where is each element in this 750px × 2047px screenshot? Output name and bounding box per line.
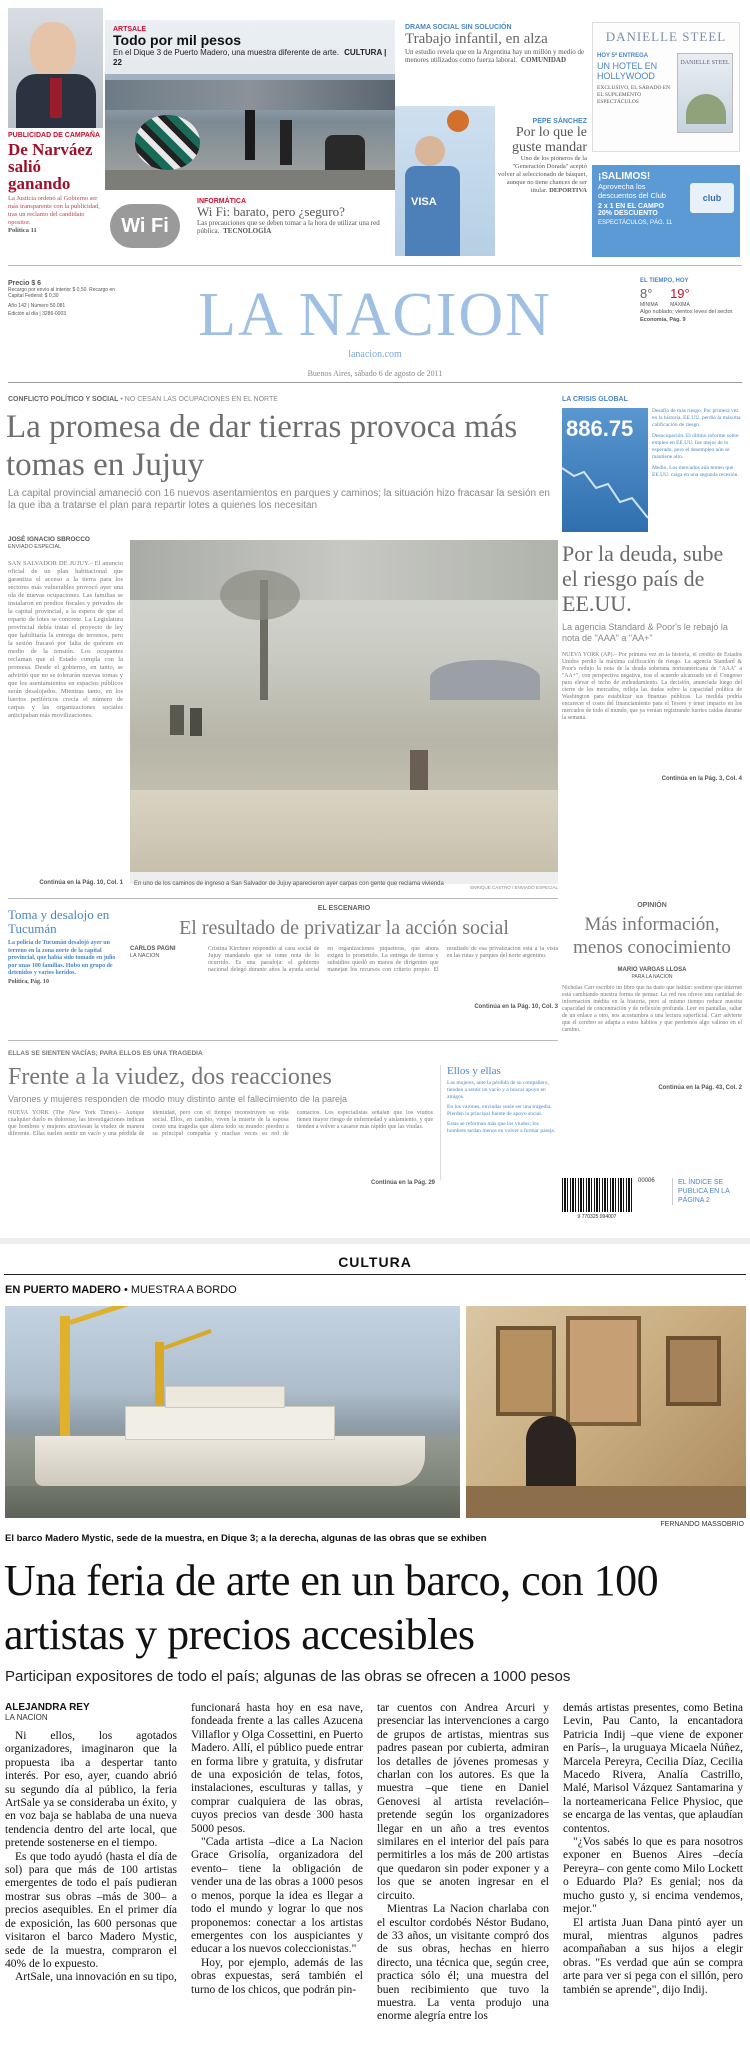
steel-line2: EXCLUSIVO, EL SÁBADO EN EL SUPLEMENTO ESPECTÁCULOS bbox=[597, 85, 671, 105]
meta2: Edición al día | 3286-0003 bbox=[8, 311, 67, 317]
cultura-headline[interactable]: Una feria de arte en un barco, con 100 artistas y precios accesibles bbox=[4, 1556, 659, 1659]
cultura-top-rule bbox=[4, 1274, 746, 1275]
pepe-title[interactable]: Por lo que le guste mandar bbox=[511, 125, 587, 155]
top-left-text: La Justicia ordenó al Gobierno ser más transparente con la publicidad, tras un reclamo del candidato opositor. bbox=[8, 195, 100, 226]
weather-box bbox=[640, 278, 740, 324]
club-line4: ESPECTÁCULOS, PÁG. 11 bbox=[598, 220, 673, 226]
viudez-kicker: ELLAS SE SIENTEN VACÍAS; PARA ELLOS ES UNA TRAGEDIA bbox=[8, 1050, 203, 1057]
lead-continue[interactable]: Continúa en la Pág. 10, Col. 1 bbox=[39, 880, 123, 886]
paragraph: ArtSale, una innovación en su tipo, bbox=[15, 1971, 177, 1984]
cultura-column-1 bbox=[5, 1730, 177, 2042]
crisis-column bbox=[562, 396, 742, 906]
cultura-byline: ALEJANDRA REY bbox=[5, 1702, 90, 1713]
crisis-continue[interactable]: Continúa en la Pág. 3, Col. 4 bbox=[661, 776, 742, 782]
lower-rule bbox=[8, 1040, 558, 1041]
barcode-number: 9 770325 094007 bbox=[577, 1214, 617, 1220]
cultura-kicker-2: • MUESTRA A BORDO bbox=[123, 1284, 237, 1296]
viudez-sidebar-item: Las mujeres, ante la pérdida de su compañero, tienden a sentir un vacío y a buscar apoyo en amigos. bbox=[447, 1080, 549, 1100]
escenario-continue[interactable]: Continúa en la Pág. 10, Col. 3 bbox=[474, 1004, 558, 1010]
club-ad[interactable] bbox=[592, 165, 740, 257]
crisis-bullets bbox=[652, 408, 742, 479]
barcode-graphic bbox=[562, 1178, 632, 1212]
meta1: Año 142 | Número 50.081 bbox=[8, 303, 66, 309]
pepe-promo[interactable] bbox=[395, 106, 590, 256]
lead-subhead: La capital provincial amaneció con 16 nuevos asentamientos en parques y caminos; la situación hizo fracasar la sesión en la que iba a tratarse el plan para repartir lotes a quienes los necesitan bbox=[8, 488, 550, 511]
masthead-url[interactable]: lanacion.com bbox=[348, 349, 402, 360]
cultura-caption: El barco Madero Mystic, sede de la muestra, en Dique 3; a la derecha, algunas de las obras que se exhiben bbox=[5, 1533, 487, 1544]
artsale-promo[interactable] bbox=[105, 20, 395, 190]
club-line3: 20% DESCUENTO bbox=[598, 210, 658, 217]
artsale-label: ARTSALE bbox=[113, 26, 147, 33]
tucuman-section: Política, Pág. 10 bbox=[8, 978, 49, 985]
tucuman-title[interactable]: Toma y desalojo en Tucumán bbox=[8, 907, 110, 936]
paragraph: El artista Juan Dana pintó ayer un mural, mientras algunos padres acompañaban a sus hijos a elegir obras. "Es verdad que aún se compra arte para ver si pega con el sillón, pero también se aprende", dijo Indij. bbox=[563, 1916, 743, 1996]
temp-min-label: MÍNIMA bbox=[640, 302, 659, 308]
lead-body: SAN SALVADOR DE JUJUY.– El anuncio oficial de un plan habitacional que garantiza el acceso a la tierra para los sectores más vulnerables provocó ayer una ola de nuevas ocupaciones. Las familias se instalaron en predios fiscales y privados de la capital provincial, a la espera de que el reparto de lotes se concrete. La Legislatura provincial debía tratar el proyecto de ley que habilitaría la entrega de terrenos, pero la sesión fracasó por falta de quórum en medio de la tensión. Los ocupantes reclaman que el Estado cumpla con la promesa. Desde el gobierno, en tanto, se advirtió que no se tolerarán nuevas tomas y que los asentamientos en espacios públicos serán desalojados. Mientras tanto, en los barrios periféricos crecía el número de carpas y las organizaciones sociales anticipaban más movilizaciones. bbox=[8, 560, 123, 719]
crisis-label: LA CRISIS GLOBAL bbox=[562, 396, 628, 403]
mid-rule bbox=[8, 898, 558, 899]
escenario-body: Cristina Kirchner respondió al caos social de Jujuy mandando que se tome nota de lo ocurrido. Es una paradoja: el gobierno nacional delegó durante años la ayuda social en organizaciones piqueteras, que ahora exigen lo prometido. La entrega de tierras y subsidios quedó en manos de dirigentes que manejan los recursos con criterio propio. El resultado de esa privatización está a la vista en las rutas y parques del norte argentino. bbox=[208, 946, 558, 973]
wifi-icon-text: Wi Fi bbox=[121, 215, 169, 237]
artworks-photo bbox=[466, 1306, 746, 1518]
paragraph: demás artistas presentes, como Betina Levin, Pau Canto, la encantadora Patricia Indij –que viene de exponer en París–, la uruguaya Micaela Núñez, Marcela Pereyra, Cecilia Díaz, Cecilia Macedo Rivera, Analía Castrillo, Malé, Marisol Vázquez Santamarina y la norteamericana Felice Physioc, que se encarga de las ventas, que aplaudían contentos. bbox=[563, 1702, 743, 1835]
ship-photo bbox=[5, 1306, 460, 1518]
paragraph: tar cuentos con Andrea Arcuri y presenciar las intervenciones a cargo de grupos de artistas, mientras sus padres pasean por cubierta, admiran los detalles de jóvenes promesas y charlan con los autores. Es que la muestra –que tiene en Daniel Genovesi al artista revelación– pretende según los organizadores llegar en un año a tres eventos similares en el interior del país para permitirles a los más de 200 artistas que quedaron sin poder exponer y a los que se anoten ingresar en el circuito. bbox=[377, 1702, 549, 1902]
index-note: EL ÍNDICE SE PUBLICA EN LA PÁGINA 2 bbox=[672, 1178, 740, 1205]
cultura-kicker bbox=[5, 1284, 237, 1296]
weather-text: Algo nublado; vientos leves del sector. bbox=[640, 309, 734, 315]
cultura-page bbox=[0, 1244, 750, 2047]
lead-caption-text: En uno de los caminos de ingreso a San Salvador de Jujuy aparecieron ayer carpas con gente que reclama vivienda bbox=[134, 881, 444, 887]
viudez-body: NUEVA YORK (The New York Times).– Aunque cualquier duelo es doloroso, las investigaciones indican que hombres y mujeres atraviesan la viudez de manera diferente. Ellas suelen sentir un vacío y una pérdida de identidad, pero con el tiempo reconstruyen su vida social. Ellos, en cambio, viven la muerte de la esposa como una tragedia que altera todo su mundo: pierden a su principal compañía y muchas veces su red de contactos. Los especialistas señalan que los viudos tienen mayor riesgo de enfermedad y aislamiento, y que tienden a volver a casarse más rápido que las viudas. bbox=[8, 1110, 433, 1137]
lead-kicker bbox=[8, 396, 558, 403]
paragraph: "¿Vos sabés lo que es para nosotros exponer en Buenos Aires –decía Pereyra– con gente como Milo Lockett o Eduardo Pla? Es genial; nos da mucho gusto y, si encima vendemos, mejor." bbox=[563, 1836, 743, 1916]
lead-byline-role: ENVIADO ESPECIAL bbox=[8, 544, 62, 550]
masthead-date: Buenos Aires, sábado 6 de agosto de 2011 bbox=[307, 369, 443, 378]
opinion-byline: MARIO VARGAS LLOSA bbox=[617, 967, 687, 973]
lead-photo-credit: ENRIQUE CASTRO / ENVIADO ESPECIAL bbox=[470, 885, 558, 890]
opinion-label: OPINIÓN bbox=[637, 902, 667, 909]
lead-byline: JOSÉ IGNACIO SBROCCO bbox=[8, 536, 90, 543]
club-card-text: club bbox=[702, 193, 722, 203]
trabajo-section: COMUNIDAD bbox=[520, 56, 567, 64]
crane-1 bbox=[60, 1316, 70, 1436]
crisis-bullet: Medio. Los mercados aún temen que EE.UU. caiga en una segunda recesión. bbox=[652, 465, 739, 478]
escenario-byline: CARLOS PAGNI bbox=[130, 946, 176, 952]
opinion-continue[interactable]: Continúa en la Pág. 43, Col. 2 bbox=[658, 1085, 742, 1091]
crisis-headline[interactable]: Por la deuda, sube el riesgo país de EE.UU. bbox=[562, 541, 724, 616]
steel-logo: DANIELLE STEEL bbox=[605, 29, 727, 44]
club-title: ¡SALIMOS! bbox=[598, 171, 651, 182]
masthead-rule bbox=[8, 382, 742, 383]
price-detail: Recargo por envío al interior $ 0,50. Recargo en Capital Federal: $ 0,30 bbox=[8, 287, 116, 299]
viudez-sidebar-item: En los varones, enviudar suele ser una tragedia. Pierden la principal fuente de apoyo social. bbox=[447, 1104, 552, 1117]
escenario-byline-role: LA NACION bbox=[130, 953, 160, 959]
paragraph: "Cada artista –dice a La Nacion Grace Grisolía, organizadora del evento– tiene la obligación de vender una de las obras a 1000 pesos o menos, porque la idea es llegar a todo el mundo y lograr lo que nos proponemos: conectar a los artistas emergentes con los auspiciantes y educar a los nuevos coleccionistas." bbox=[191, 1836, 363, 1956]
barcode-code: 00006 bbox=[638, 1178, 655, 1184]
viudez-subhead: Varones y mujeres responden de modo muy distinto ante el fallecimiento de la pareja bbox=[8, 1094, 348, 1104]
opinion-body: Nicholas Carr escribió un libro que ha dado que hablar: sostiene que internet está cambiando nuestra forma de pensar. La red nos ofrece una cantidad de información inédita en la historia, pero al mismo tiempo reduce nuestra capacidad de concentración y de reflexión profunda. Leer en pantallas, saltar de un enlace a otro, nos acostumbra a una lectura superficial. Carr advierte que el cerebro se adapta a estos hábitos y que perdemos algo valioso en el camino. bbox=[562, 985, 742, 1033]
lead-kicker-2: • NO CESAN LAS OCUPACIONES EN EL NORTE bbox=[120, 396, 278, 403]
informatica-label: INFORMÁTICA bbox=[197, 198, 246, 205]
top-promo-left[interactable] bbox=[8, 8, 103, 258]
artsale-text: En el Dique 3 de Puerto Madero, una muestra diferente de arte. bbox=[113, 48, 339, 57]
informatica-section: TECNOLOGÍA bbox=[223, 227, 272, 235]
escenario-label: EL ESCENARIO bbox=[317, 905, 371, 912]
top-left-headline[interactable]: De Narváez salió ganando bbox=[8, 140, 93, 193]
cultura-section-label: CULTURA bbox=[338, 1254, 412, 1270]
masthead-left bbox=[8, 280, 118, 318]
basketball-player-photo bbox=[395, 106, 495, 256]
portrait-photo bbox=[8, 8, 103, 128]
jersey-text: VISA bbox=[411, 196, 437, 208]
book-cover-logo: DANIELLE STEEL bbox=[680, 60, 730, 66]
viudez-title[interactable]: Frente a la viudez, dos reacciones bbox=[8, 1064, 332, 1090]
masthead-title[interactable]: LA NACION bbox=[198, 281, 552, 349]
paragraph: Es que todo ayudó (hasta el día de sol) para que más de 100 artistas emergentes de todo el país pudieran mostrar sus obras –más de 300– a precios asequibles. En el primer día de exposición, las 600 personas que visitaron el barco Madero Mystic, sede de la muestra, compraron el 40% de lo expuesto. bbox=[5, 1850, 177, 1970]
temp-max: 19° bbox=[670, 286, 690, 301]
tucuman-text: La policía de Tucumán desalojó ayer un terreno en la zona norte de la capital provincial, que había sido tomado en julio por unas 100 familias. Hubo un grupo de detenidos y varios heridos. bbox=[8, 940, 116, 976]
paragraph: funcionará hasta hoy en esa nave, fondeada frente a las calles Azucena Villaflor y Olga Cossettini, en Puerto Madero. Allí, el público puede entrar en forma libre y gratuita, y disfrutar de una exposición de telas, fotos, instalaciones, esculturas y tallas, y comprar cualquiera de las obras, cuyos precios van desde 300 hasta 5000 pesos. bbox=[191, 1702, 363, 1835]
paragraph: Mientras La Nacion charlaba con el escultor cordobés Néstor Budano, de 33 años, un visitante compró dos de sus obras, hechas en hierro directo, una técnica que, según cree, practica sólo él; una muestra del buen recibimiento que tuvo la muestra. La venta produjo una enorme alegría entre los bbox=[377, 1903, 549, 2023]
pepe-label: PEPE SÁNCHEZ bbox=[532, 118, 587, 125]
pepe-text: Uno de los pioneros de la "Generación Dorada" aceptó volver al seleccionado de básquet, aunque no tiene chances de ser titular. bbox=[498, 155, 587, 194]
cultura-byline-box bbox=[5, 1702, 175, 1722]
steel-book-title: UN HOTEL EN HOLLYWOOD bbox=[597, 61, 658, 81]
club-line2: 2 x 1 EN EL CAMPO bbox=[598, 203, 665, 210]
informatica-title[interactable]: Wi Fi: barato, pero ¿seguro? bbox=[197, 204, 345, 219]
trabajo-promo[interactable] bbox=[405, 24, 585, 104]
artsale-title[interactable]: Todo por mil pesos bbox=[113, 32, 242, 48]
cultura-column-2 bbox=[191, 1702, 363, 2042]
artsale-text-box bbox=[105, 20, 395, 74]
lead-photo-caption bbox=[130, 872, 558, 887]
opinion-box bbox=[562, 902, 742, 1172]
viudez-continue[interactable]: Continúa en la Pág. 29 bbox=[370, 1180, 435, 1186]
tucuman-box[interactable] bbox=[8, 908, 123, 1023]
club-line1: Aprovecha los descuentos del Club bbox=[598, 182, 666, 200]
top-rule bbox=[8, 265, 742, 266]
viudez-sidebar bbox=[440, 1065, 558, 1180]
trabajo-title[interactable]: Trabajo infantil, en alza bbox=[405, 31, 548, 47]
ship-hull bbox=[35, 1436, 425, 1486]
cultura-column-4 bbox=[563, 1702, 743, 2042]
cultura-byline-role: LA NACION bbox=[5, 1713, 48, 1722]
temp-min: 8° bbox=[640, 286, 653, 301]
stock-chart-decoration bbox=[562, 458, 648, 528]
opinion-title[interactable]: Más información, menos conocimiento bbox=[573, 914, 731, 958]
crisis-subhead: La agencia Standard & Poor's le rebajó la nota de "AAA" a "AA+" bbox=[562, 622, 728, 643]
wifi-icon bbox=[110, 204, 180, 248]
weather-section: Economía, Pág. 9 bbox=[640, 317, 686, 323]
lead-kicker-1: CONFLICTO POLÍTICO Y SOCIAL bbox=[8, 396, 119, 403]
club-card bbox=[690, 183, 734, 213]
temp-max-label: MÁXIMA bbox=[670, 302, 690, 308]
opinion-byline-role: PARA LA NACION bbox=[631, 974, 673, 980]
crisis-bullet: Desafío de más riesgo. Por primera vez en la historia, EE.UU. perdió la máxima calificación de riesgo. bbox=[652, 408, 741, 428]
informatica-promo[interactable] bbox=[105, 196, 395, 256]
paragraph: Hoy, por ejemplo, además de las obras expuestas, será también el turno de los chicos, que podrán pin- bbox=[191, 1956, 363, 1996]
viudez-sidebar-item: Estas se reforman más que los viudos; los hombres tardan menos en volver a formar pareja. bbox=[447, 1121, 556, 1134]
steel-line1: HOY 5ª ENTREGA bbox=[597, 53, 649, 59]
viudez-sidebar-title: Ellos y ellas bbox=[447, 1065, 501, 1077]
cultura-kicker-1: EN PUERTO MADERO bbox=[5, 1284, 121, 1296]
cultura-subhead: Participan expositores de todo el país; algunas de las obras se ofrecen a 1000 pesos bbox=[5, 1668, 571, 1685]
trabajo-label: DRAMA SOCIAL SIN SOLUCIÓN bbox=[405, 24, 512, 31]
price: Precio $ 6 bbox=[8, 280, 42, 287]
cultura-photo-credit: FERNANDO MASSOBRIO bbox=[660, 1521, 744, 1528]
lead-photo bbox=[130, 540, 558, 872]
paragraph: Ni ellos, los agotados organizadores, imaginaron que la propuesta iba a despertar tanto interés. Por eso, ayer, cuando abrió su segundo día al público, la feria ArtSale ya se consideraba un éxito, y en voz baja se hablaba de una nueva tendencia dentro del arte local, que pretende sostenerse en el tiempo. bbox=[5, 1730, 177, 1850]
escenario-title[interactable]: El resultado de privatizar la acción social bbox=[179, 917, 509, 939]
escenario-box bbox=[130, 905, 558, 1030]
crisis-bullet: Desocupación. El último informe sobre empleo en EE.UU. fue mejor de lo esperado, pero el desempleo aún se mantiene alto. bbox=[652, 433, 739, 460]
informatica-text: Las precauciones que se deben tomar a la hora de utilizar una red pública. bbox=[197, 219, 380, 235]
cultura-column-3 bbox=[377, 1702, 549, 2042]
top-left-label: PUBLICIDAD DE CAMPAÑA bbox=[8, 132, 101, 139]
pepe-section: DEPORTIVA bbox=[549, 187, 587, 194]
artsale-section: CULTURA | 22 bbox=[113, 48, 387, 67]
weather-label: EL TIEMPO, HOY bbox=[640, 278, 689, 284]
trabajo-text: Un estudio revela que en la Argentina hay un millón y medio de menores utilizados como fuerza laboral. bbox=[405, 48, 585, 64]
book-cover bbox=[677, 53, 733, 133]
stock-number: 886.75 bbox=[566, 416, 634, 441]
lead-byline-box bbox=[8, 536, 123, 551]
lead-headline[interactable]: La promesa de dar tierras provoca más tomas en Jujuy bbox=[6, 409, 518, 483]
barcode-box bbox=[562, 1178, 742, 1224]
stock-screen bbox=[562, 408, 648, 532]
danielle-steel-ad[interactable] bbox=[592, 22, 740, 152]
crisis-body: NUEVA YORK (AP).– Por primera vez en la historia, el crédito de Estados Unidos perdió la máxima calificación de riesgo. La agencia Standard & Poor's redujo la nota de la deuda soberana norteamericana de "AAA" a "AA+", con perspectiva negativa, tras el acuerdo alcanzado en el Congreso para elevar el techo de endeudamiento. La decisión, anunciada luego del cierre de los mercados, refleja las dudas sobre la capacidad política de Washington para estabilizar sus finanzas públicas. La medida podría encarecer el costo del financiamiento para el Tesoro y tener impacto en los mercados de todo el mundo, que ya venían registrando fuertes caídas durante la semana. bbox=[562, 652, 742, 721]
top-left-section: Política 11 bbox=[8, 227, 37, 234]
